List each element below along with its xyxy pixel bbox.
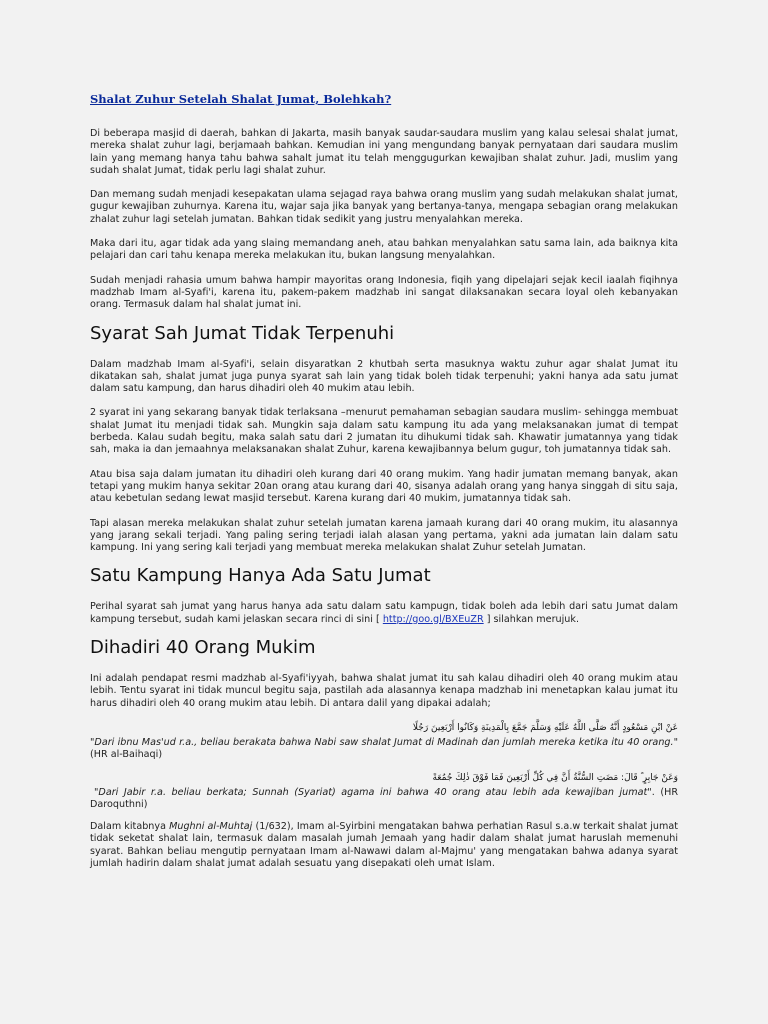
intro-paragraph-4: Sudah menjadi rahasia umum bahwa hampir mayoritas orang Indonesia, fiqih yang dipelajari sejak kecil iaalah fiqihnya madzhab Imam al-Syafi'i, karena itu, pakem-pakem madzhab ini sangat dilaksanakan secara loyal oleh kebanyakan orang. Termasuk dalam hal shalat jumat ini. [90, 274, 678, 311]
section1-paragraph-3: Atau bisa saja dalam jumatan itu dihadiri oleh kurang dari 40 orang mukim. Yang hadir jumatan memang banyak, akan tetapi yang mukim hanya sekitar 20an orang atau kurang dari 40, sisanya adalah orang yang hanya singgah di situ saja, atau kebetulan sedang lewat masjid tersebut. Karena kurang dari 40 mukim, jumatannya tidak sah. [90, 468, 678, 505]
intro-paragraph-1: Di beberapa masjid di daerah, bahkan di Jakarta, masih banyak saudar-saudara muslim yang kalau selesai shalat jumat, mereka shalat zuhur lagi, berjamaah bahkan. Kemudian ini yang mengundang banyak pernyataan dari saudara muslim lain yang memang hanya tahu bahwa sahalt jumat itu telah menggugurkan kewajiban shalat zuhur. Jadi, muslim yang sudah shalat Jumat, tidak perlu lagi shalat zuhur. [90, 128, 678, 176]
section2-text-after: ] silahkan merujuk. [483, 613, 580, 625]
arabic-text-2: وَعَنْ جَابِرٍ ؓ قَالَ: مَضَتِ السُّنَّةُ أَنَّ فِي كُلِّ أَرْبَعِينَ فَمَا فَوْقَ ذٰلِكَ جُمُعَةً [432, 772, 678, 783]
book-title: Mughni al-Muhtaj [169, 821, 253, 833]
section-heading-satu-kampung: Satu Kampung Hanya Ada Satu Jumat [90, 565, 431, 587]
hadith-translation-2-text: "Dari Jabir r.a. beliau berkata; Sunnah (Syariat) agama ini bahwa 40 orang atau lebih ada kewajiban jumat" [94, 786, 652, 798]
hadith-source-1: (HR al-Baihaqi) [90, 749, 163, 761]
hadith-translation-2 [90, 787, 678, 812]
hadith-quote-1 [90, 722, 678, 762]
section3-intro: Ini adalah pendapat resmi madzhab al-Syafi'iyyah, bahwa shalat jumat itu sah kalau dihadiri oleh 40 orang mukim atau lebih. Tentu syarat ini tidak muncul begitu saja, pastilah ada alasannya kenapa madzhab ini menetapkan kalau jumat itu harus dihadiri oleh 40 orang mukim atau lebih. Di antara dalil yang dipakai adalah; [90, 673, 678, 709]
section3-closing-paragraph [90, 821, 678, 870]
intro-paragraph-3: Maka dari itu, agar tidak ada yang slaing memandang aneh, atau bahkan menyalahkan satu sama lain, ada baiknya kita pelajari dan cari tahu kenapa mereka melakukan itu, bukan langsung menyalahkan. [90, 238, 678, 262]
hadith-quote-2 [90, 772, 678, 812]
intro-paragraph-2: Dan memang sudah menjadi kesepakatan ulama sejagad raya bahwa orang muslim yang sudah melakukan shalat jumat, gugur kewajiban zuhurnya. Karena itu, wajar saja jika banyak yang bertanya-tanya, mengapa sebagian orang melakukan zhalat zuhur lagi setelah jumatan. Bahkan tidak sedikit yang justru menyalahkan mereka. [90, 189, 678, 225]
article-body [90, 88, 678, 882]
article-title-link[interactable]: Shalat Zuhur Setelah Shalat Jumat, Bolehkah? [90, 92, 392, 106]
hadith-source-2: . (HR Daroquthni) [90, 786, 678, 810]
hadith-translation-1 [90, 737, 678, 762]
section-heading-40-mukim: Dihadiri 40 Orang Mukim [90, 637, 316, 659]
hadith-translation-1-text: "Dari ibnu Mas'ud r.a., beliau berakata bahwa Nabi saw shalat Jumat di Madinah dan jumlah mereka ketika itu 40 orang." [90, 736, 678, 748]
arabic-text-1: عَنْ ابْنِ مَسْعُودٍ أَنَّهُ صَلَّى اللَّهُ عَلَيْهِ وَسَلَّمَ جَمَّعَ بِالْمَدِينَةِ وَكَانُوا أَرْبَعِينَ رَجُلًا [412, 722, 678, 733]
closing-text-pre: Dalam kitabnya [90, 821, 170, 833]
section1-paragraph-1: Dalam madzhab Imam al-Syafi'i, selain disyaratkan 2 khutbah serta masuknya waktu zuhur agar shalat Jumat itu dikatakan sah, shalat jumat juga punya syarat sah lain yang tidak boleh tidak terpenuhi; yakni hanya ada satu jumat dalam satu kampung, dan harus dihadiri oleh 40 mukim atau lebih. [90, 358, 678, 395]
section-heading-syarat-sah: Syarat Sah Jumat Tidak Terpenuhi [90, 322, 395, 344]
section1-paragraph-2: 2 syarat ini yang sekarang banyak tidak terlaksana –menurut pemahaman sebagian saudara muslim- sehingga membuat shalat Jumat itu menjadi tidak sah. Mungkin saja dalam satu kampung itu ada yang melaksanakan jumat di tempat berbeda. Kalau sudah begitu, maka salah satu dari 2 jumatan itu dihukumi tidak sah. Khawatir jumatannya yang tidak sah, maka ia dan jemaahnya melaksanakan shalat Zuhur, karena kewajibannya belum gugur, toh jumatannya tidak sah. [90, 407, 678, 456]
section2-text-before: Perihal syarat sah jumat yang harus hanya ada satu dalam satu kampugn, tidak boleh ada lebih dari satu Jumat dalam kampung tersebut, sudah kami jelaskan secara rinci di sini [ [90, 601, 678, 625]
closing-text-post: (1/632), Imam al-Syirbini mengatakan bahwa perhatian Rasul s.a.w terkait shalat jumat tidak seketat shalat lain, termasuk dalam masalah jumah Jemaah yang hadir dalam shalat jumat haruslah memenuhi syarat. Bahkan beliau mengutip pernyataan Imam al-Nawawi dalam al-Majmu' yang mengatakan bahwa adanya syarat jumlah hadirin dalam shalat jumat adalah sesuatu yang disepakati oleh umat Islam. [90, 821, 679, 869]
section2-paragraph [90, 601, 678, 626]
section1-paragraph-4: Tapi alasan mereka melakukan shalat zuhur setelah jumatan karena jamaah kurang dari 40 orang mukim, itu alasannya yang jarang sekali terjadi. Yang paling sering terjadi ialah alasan yang pertama, yakni ada jumatan lain dalam satu kampung. Ini yang sering kali terjadi yang membuat mereka melakukan shalat Zuhur setelah Jumatan. [90, 517, 678, 554]
reference-link[interactable]: http://goo.gl/BXEuZR [382, 613, 484, 625]
